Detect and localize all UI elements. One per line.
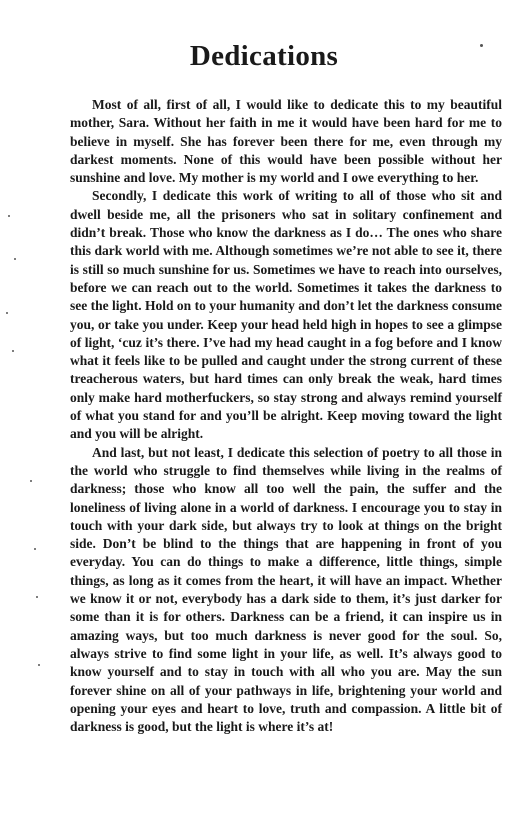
scan-speck (480, 44, 483, 47)
dedication-paragraph-prisoners: Secondly, I dedicate this work of writing to all of those who sit and dwell beside me, all the prisoners who sat in solitary confinement and didn’t break. Those who know the darkness as I do… The ones who share this dark world with me. Although sometimes we’re not able to see it, there is still so much sunshine for us. Sometimes we have to reach into ourselves, before we can reach out to the world. Sometimes it takes the darkness to see the light. Hold on to your humanity and don’t let the darkness consume you, or take you under. Keep your head held high in hopes to see a glimpse of light, ‘cuz it’s there. I’ve had my head caught in a fog before and I know what it feels like to be pulled and caught under the strong current of these treacherous waters, but hard times can only break the weak, hard times only make hard motherfuckers, so stay strong and always remind yourself of what you stand for and you’ll be alright. Keep moving toward the light and you will be alright. (70, 188, 502, 442)
dedication-paragraph-mother: Most of all, first of all, I would like to dedicate this to my beautiful mother, Sara. Without her faith in me it would have been hard for me to believe in myself. She has forever been there for me, even through my darkest moments. None of this would have been possible without her sunshine and love. My mother is my world and I owe everything to her. (70, 97, 502, 186)
dedication-body (70, 96, 502, 736)
scan-speck (14, 258, 16, 260)
scan-speck (6, 312, 8, 314)
scan-speck (38, 664, 40, 666)
dedication-paragraph-darkness: And last, but not least, I dedicate this selection of poetry to all those in the world who struggle to find themselves while living in the realms of darkness; those who know all too well the pain, the suffer and the loneliness of living alone in a world of darkness. I encourage you to stay in touch with your dark side, but always try to look at things on the bright side. Don’t be blind to the things that are happening in front of you everyday. You can do things to make a difference, little things, simple things, as long as it comes from the heart, it will have an impact. Whether we know it or not, everybody has a dark side to them, it’s just darker for some than it is for others. Darkness can be a friend, it can inspire us in amazing ways, but too much darkness is never good for the soul. So, always strive to find some light in your life, as well. It’s always good to know yourself and to stay in touch with all who you are. May the sun forever shine on all of your pathways in life, brightening your world and opening your eyes and heart to love, truth and compassion. A little bit of darkness is good, but the light is where it’s at! (70, 444, 502, 735)
scan-speck (34, 548, 36, 550)
scan-speck (8, 215, 10, 217)
page-title: Dedications (189, 40, 339, 72)
scan-speck (36, 596, 38, 598)
scan-speck (30, 480, 32, 482)
scan-speck (12, 350, 14, 352)
